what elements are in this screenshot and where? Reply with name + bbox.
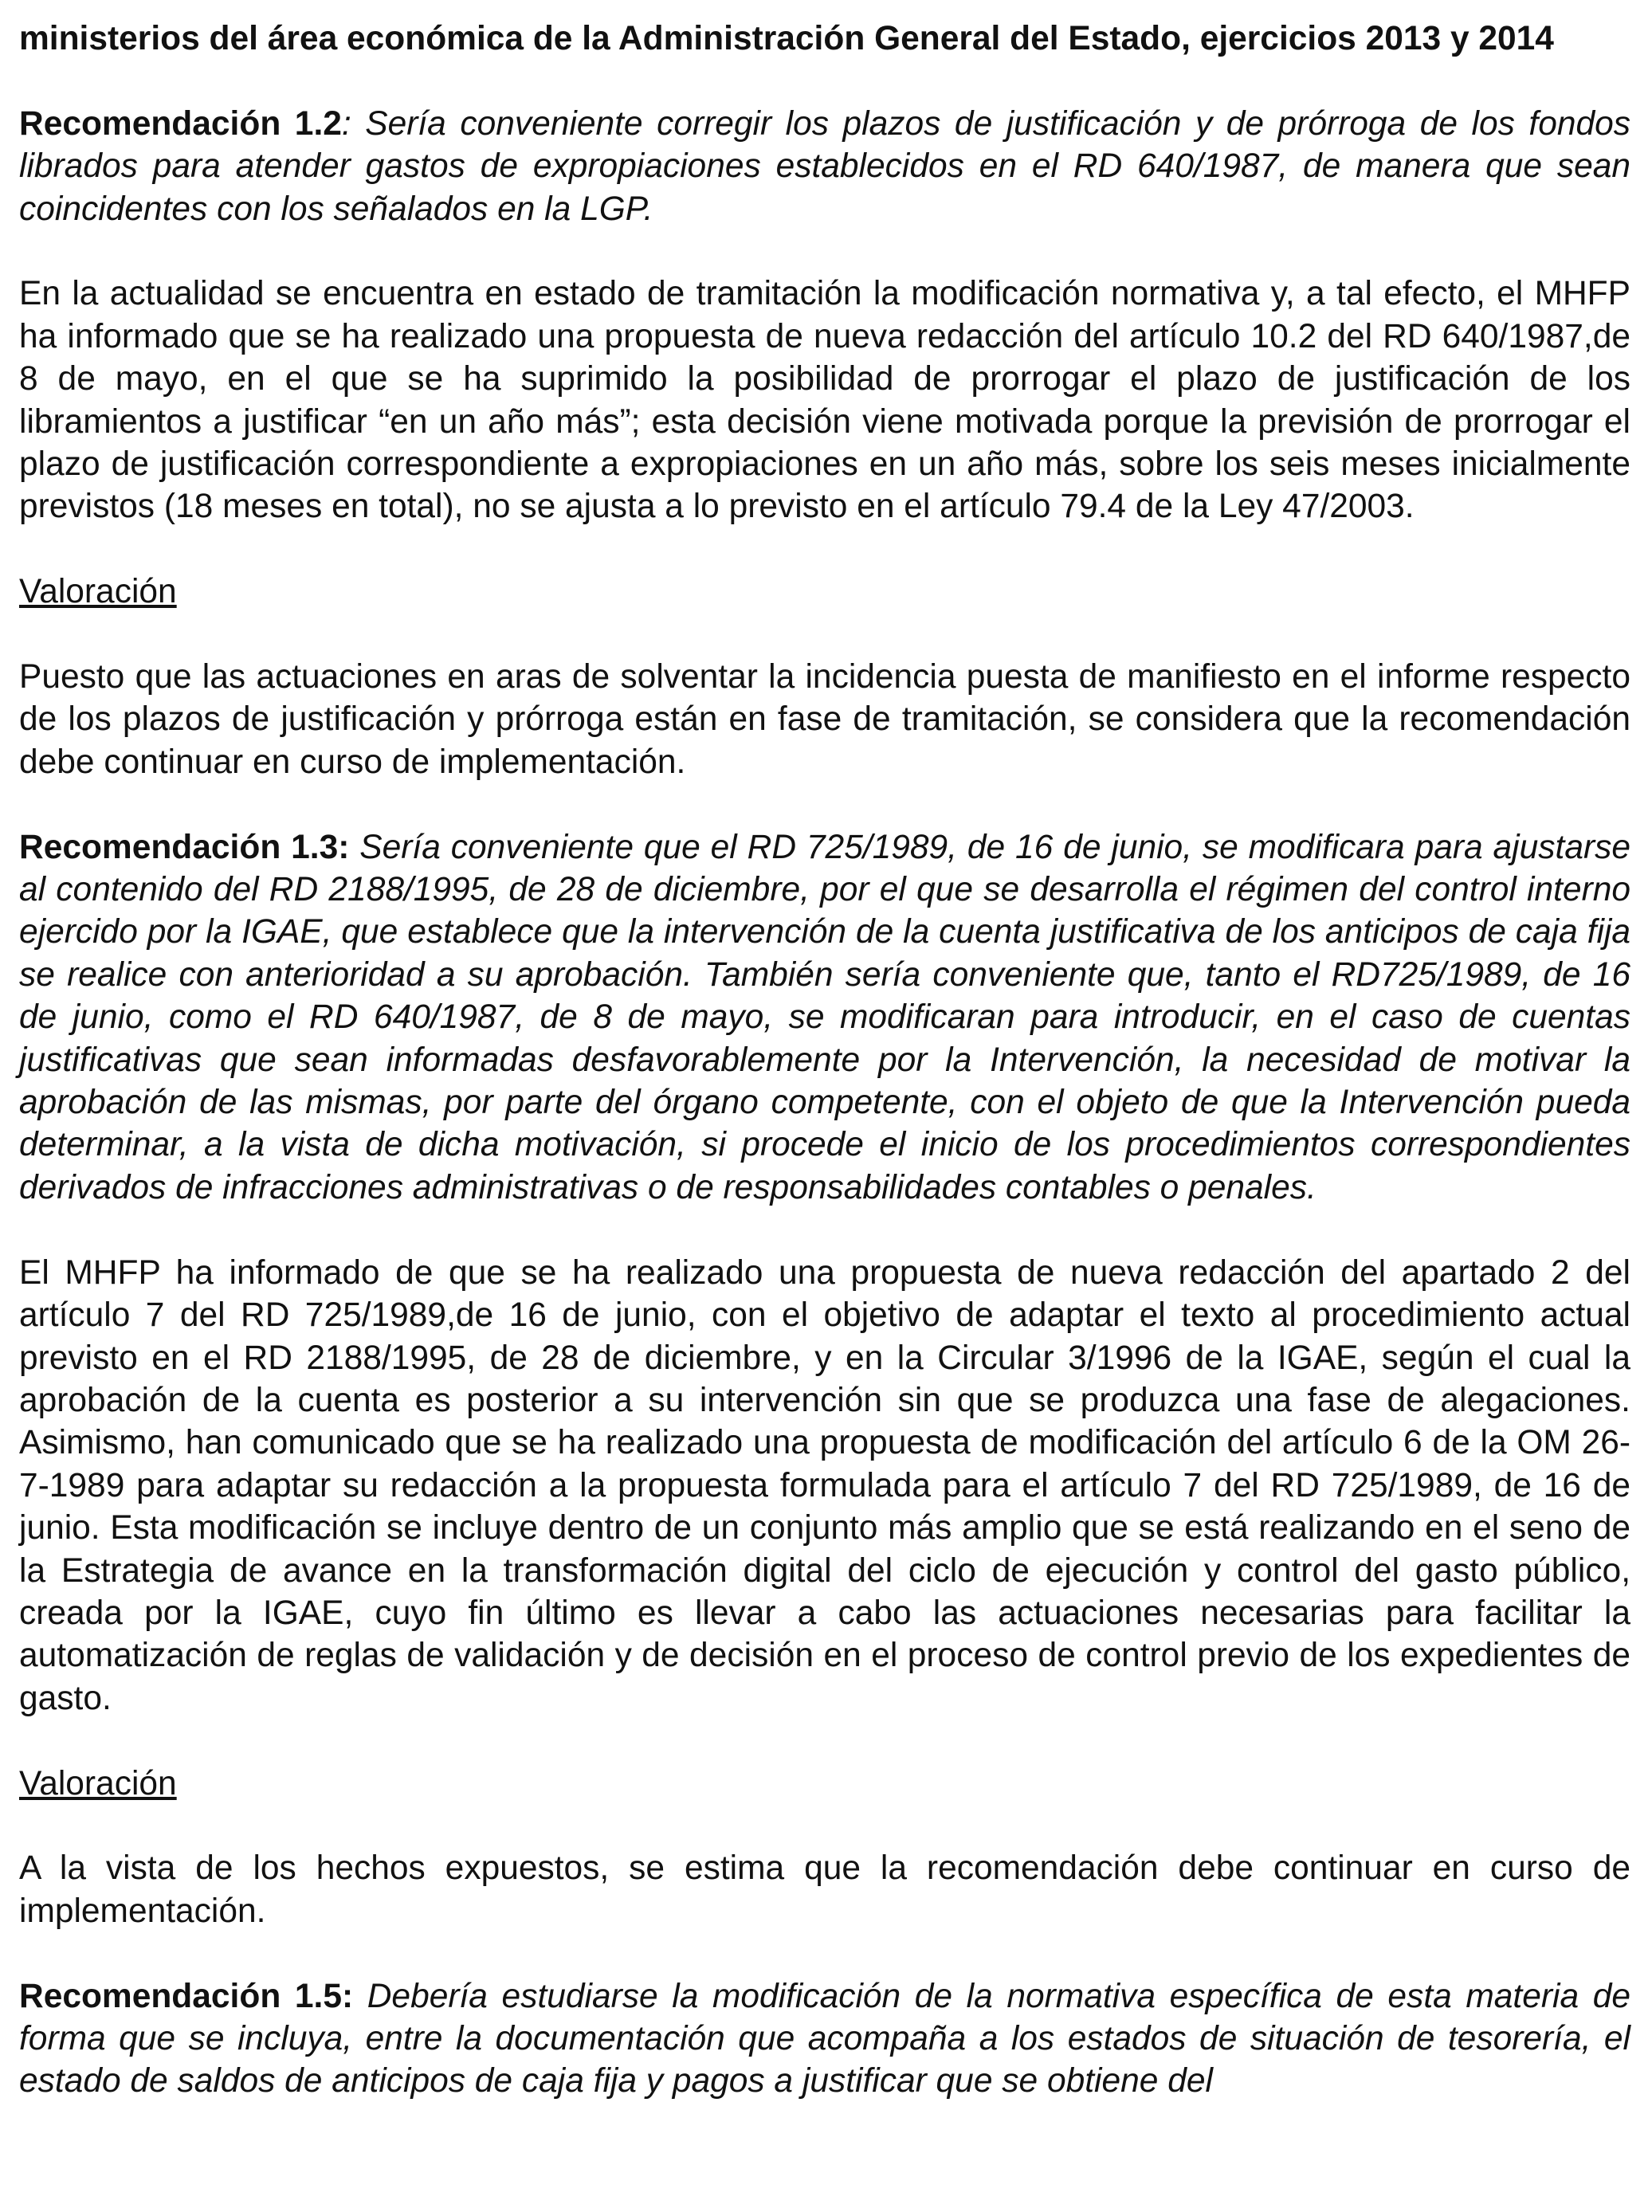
recommendation-1-3-body: El MHFP ha informado de que se ha realizado una propuesta de nueva redacción del apartado 2 del artículo 7 del RD 725/1989,de 16 de junio, con el objetivo de adaptar el texto al procedimiento actual previsto en el RD 2188/1995, de 28 de diciembre, y en la Circular 3/1996 de la IGAE, según el cual la aprobación de la cuenta es posterior a su intervención sin que se produzca una fase de alegaciones. Asimismo, han comunicado que se ha realizado una propuesta de modificación del artículo 6 de la OM 26-7-1989 para adaptar su redacción a la propuesta formulada para el artículo 7 del RD 725/1989, de 16 de junio. Esta modificación se incluye dentro de un conjunto más amplio que se está realizando en el seno de la Estrategia de avance en la transformación digital del ciclo de ejecución y control del gasto público, creada por la IGAE, cuyo fin último es llevar a cabo las actuaciones necesarias para facilitar la automatización de reglas de validación y de decisión en el proceso de control previo de los expedientes de gasto.	[19, 1253, 1630, 1717]
recommendation-1-5-text: Debería estudiarse la modificación de la normativa específica de esta materia de forma que se incluya, entre la documentación que acompaña a los estados de situación de tesorería, el estado de saldos de anticipos de caja fija y pagos a justificar que se obtiene del	[19, 1977, 1630, 2100]
recommendation-1-3	[19, 826, 1630, 1210]
recommendation-1-3-valoracion-heading: Valoración	[19, 1764, 177, 1802]
recommendation-1-2-text: Sería conveniente corregir los plazos de justificación y de prórroga de los fondos librados para atender gastos de expropiaciones establecidos en el RD 640/1987, de manera que sean coincidentes con los señalados en la LGP.	[19, 104, 1630, 228]
recommendation-1-5	[19, 1975, 1630, 2103]
recommendation-1-2-valoracion-text: Puesto que las actuaciones en aras de solventar la incidencia puesta de manifiesto en el informe respecto de los plazos de justificación y prórroga están en fase de tramitación, se considera que la recomendación debe continuar en curso de implementación.	[19, 658, 1630, 781]
recommendation-1-5-label: Recomendación 1.5:	[19, 1977, 354, 2015]
recommendation-1-3-label: Recomendación 1.3:	[19, 828, 350, 866]
recommendation-1-2-valoracion-heading: Valoración	[19, 573, 177, 611]
recommendation-1-2-separator: :	[341, 104, 351, 143]
recommendation-1-2-label: Recomendación 1.2	[19, 104, 342, 143]
document-page	[19, 18, 1630, 2103]
intro-title: ministerios del área económica de la Administración General del Estado, ejercicios 2013 y 2014	[19, 20, 1554, 57]
recommendation-1-2	[19, 103, 1630, 230]
recommendation-1-2-body: En la actualidad se encuentra en estado de tramitación la modificación normativa y, a tal efecto, el MHFP ha informado que se ha realizado una propuesta de nueva redacción del artículo 10.2 del RD 640/1987,de 8 de mayo, en el que se ha suprimido la posibilidad de prorrogar el plazo de justificación de los libramientos a justificar “en un año más”; esta decisión viene motivada porque la previsión de prorrogar el plazo de justificación correspondiente a expropiaciones en un año más, sobre los seis meses inicialmente previstos (18 meses en total), no se ajusta a lo previsto en el artículo 79.4 de la Ley 47/2003.	[19, 275, 1630, 526]
recommendation-1-3-valoracion-text: A la vista de los hechos expuestos, se estima que la recomendación debe continuar en curso de implementación.	[19, 1849, 1630, 1930]
recommendation-1-3-text: Sería conveniente que el RD 725/1989, de 16 de junio, se modificara para ajustarse al contenido del RD 2188/1995, de 28 de diciembre, por el que se desarrolla el régimen del control interno ejercido por la IGAE, que establece que la intervención de la cuenta justificativa de los anticipos de caja fija se realice con anterioridad a su aprobación. También sería conveniente que, tanto el RD725/1989, de 16 de junio, como el RD 640/1987, de 8 de mayo, se modificaran para introducir, en el caso de cuentas justificativas que sean informadas desfavorablemente por la Intervención, la necesidad de motivar la aprobación de las mismas, por parte del órgano competente, con el objeto de que la Intervención pueda determinar, a la vista de dicha motivación, si procede el inicio de los procedimientos correspondientes derivados de infracciones administrativas o de responsabilidades contables o penales.	[19, 828, 1630, 1206]
